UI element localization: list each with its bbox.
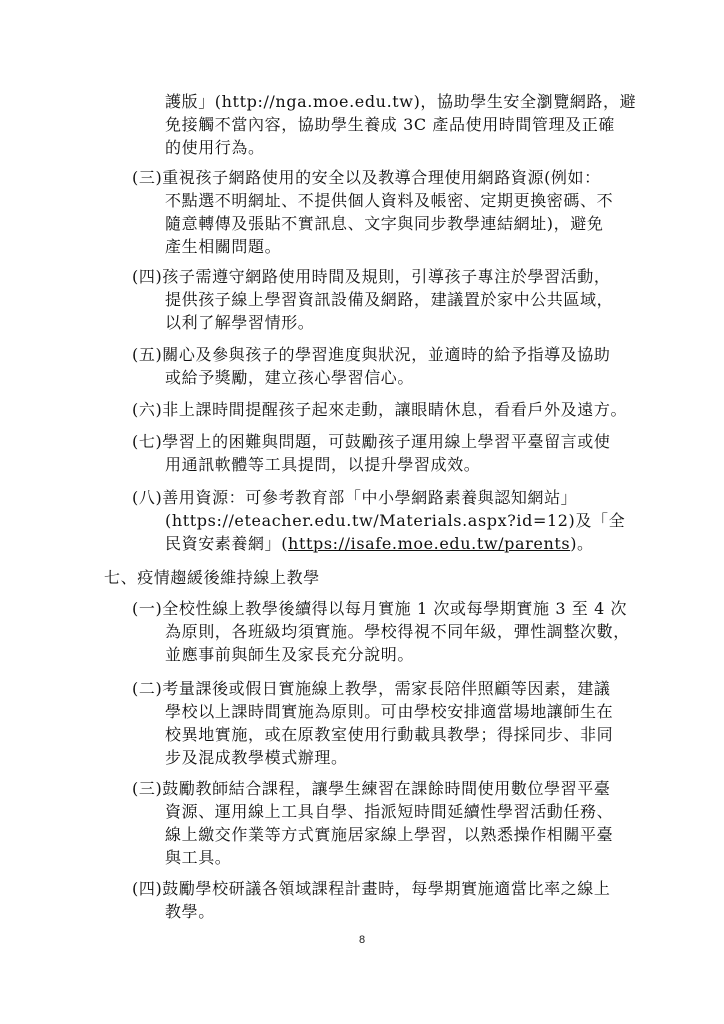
page-number: 8 <box>358 934 366 946</box>
text-line: 步及混成教學模式辦理。 <box>165 748 348 767</box>
text-line: (三)鼓勵教師結合課程，讓學生練習在課餘時間使用數位學習平臺 <box>132 779 611 798</box>
text-fragment: 民資安素養網」( <box>165 534 289 553</box>
text-line: 校異地實施，或在原教室使用行動載具教學；得採同步、非同 <box>165 725 614 744</box>
text-line: (二)考量課後或假日實施線上教學，需家長陪伴照顧等因素，建議 <box>132 679 611 698</box>
text-line: 並應事前與師生及家長充分說明。 <box>165 645 415 664</box>
text-line: 以利了解學習情形。 <box>165 313 315 332</box>
text-line: 資源、運用線上工具自學、指派短時間延續性學習活動任務、 <box>165 802 614 821</box>
text-line: (七)學習上的困難與問題，可鼓勵孩子運用線上學習平臺留言或使 <box>132 432 611 451</box>
text-line: 教學。 <box>165 902 215 921</box>
text-fragment: )。 <box>570 534 594 553</box>
text-line: (三)重視孩子網路使用的安全以及教導合理使用網路資源(例如： <box>132 168 601 187</box>
text-line: 學校以上課時間實施為原則。可由學校安排適當場地讓師生在 <box>165 702 614 721</box>
text-line: 或給予獎勵，建立孩心學習信心。 <box>165 368 415 387</box>
text-line: 為原則，各班級均須實施。學校得視不同年級，彈性調整次數， <box>165 622 630 641</box>
text-line: 與工具。 <box>165 848 232 867</box>
text-line: 提供孩子線上學習資訊設備及網路，建議置於家中公共區域， <box>165 290 614 309</box>
isafe-link[interactable]: https://isafe.moe.edu.tw/parents <box>288 534 571 553</box>
text-line: 線上繳交作業等方式實施居家線上學習，以熟悉操作相關平臺 <box>165 825 614 844</box>
text-line: (一)全校性線上教學後續得以每月實施 1 次或每學期實施 3 至 4 次 <box>132 599 628 618</box>
text-line: 的使用行為。 <box>165 138 265 157</box>
text-line: (六)非上課時間提醒孩子起來走動，讓眼睛休息，看看戶外及遠方。 <box>132 400 628 419</box>
text-line: 產生相關問題。 <box>165 237 282 256</box>
text-line: (四)孩子需遵守網路使用時間及規則，引導孩子專注於學習活動， <box>132 267 611 286</box>
text-line <box>165 532 594 556</box>
section-heading: 七、疫情趨緩後維持線上教學 <box>104 568 320 587</box>
text-line: 不點選不明網址、不提供個人資料及帳密、定期更換密碼、不 <box>165 191 614 210</box>
text-line: (https://eteacher.edu.tw/Materials.aspx?id=12)及「全 <box>165 511 626 530</box>
text-line: 用通訊軟體等工具提問，以提升學習成效。 <box>165 455 481 474</box>
text-line: (八)善用資源：可參考教育部「中小學網路素養與認知網站」 <box>132 488 578 507</box>
text-line: 免接觸不當內容，協助學生養成 3C 產品使用時間管理及正確 <box>165 115 615 134</box>
text-line: (五)關心及參與孩子的學習進度與狀況，並適時的給予指導及協助 <box>132 345 611 364</box>
text-line: (四)鼓勵學校研議各領域課程計畫時，每學期實施適當比率之線上 <box>132 879 611 898</box>
text-line: 護版」(http://nga.moe.edu.tw)，協助學生安全瀏覽網路，避 <box>165 92 637 111</box>
text-line: 隨意轉傳及張貼不實訊息、文字與同步教學連結網址)，避免 <box>165 214 604 233</box>
